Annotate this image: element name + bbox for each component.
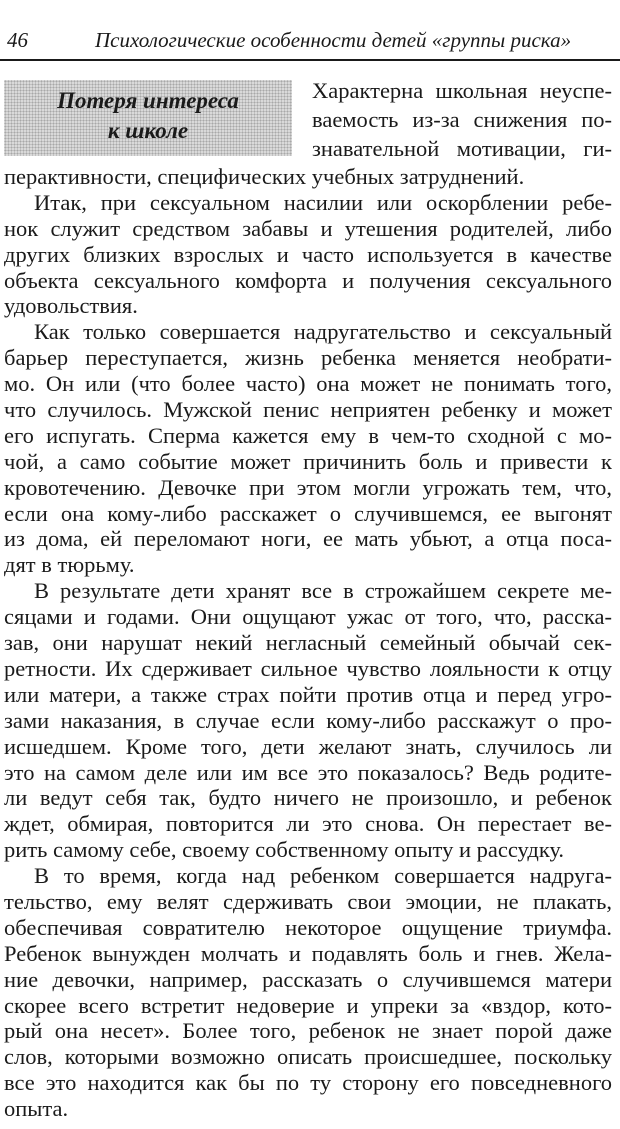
text-line: ние девочки, например, рассказать о случившемся матери [4,966,612,992]
text-line: Ребенок вынужден молчать и подавлять боль и гнев. Жела- [4,940,612,966]
text-line: что случилось. Мужской пенис неприятен ребенку и может [4,397,612,423]
text-line: скорее всего встретит недоверие и упреки за «вздор, кото- [4,992,612,1018]
text-line: ретности. Их сдерживает сильное чувство лояльности к отцу [4,655,612,681]
text-line: зами наказания, в случае если кому-либо расскажут о про- [4,707,612,733]
text-line: В результате дети хранят все в строжайшем секрете ме- [34,578,612,604]
text-line: рый она несет». Более того, ребенок не знает порой даже [4,1018,612,1044]
text-line: если она кому-либо расскажет о случившемся, ее выгонят [4,500,612,526]
text-line: зав, они нарушат некий негласный семейный обычай сек- [4,630,612,656]
text-line: это на самом деле или им все это показалось? Ведь родите- [4,759,612,785]
text-line: рить самому себе, своему собственному опыту и рассудку. [4,837,565,863]
text-line: перактивности, специфических учебных затруднений. [4,164,525,189]
text-line: все это находится как бы по ту сторону его повседневного [4,1070,612,1096]
text-line: или матери, а также страх пойти против отца и перед угро- [4,681,612,707]
text-line: его испугать. Сперма кажется ему в чем-то сходной с мо- [4,422,612,448]
text-line: слов, которыми возможно описать происшедшее, поскольку [4,1044,612,1070]
text-line: Как только совершается надругательство и сексуальный [34,319,612,345]
text-line: исшедшем. Кроме того, дети желают знать, случилось ли [4,733,612,759]
sidebar-heading-box [4,80,292,156]
text-line: кровотечению. Девочке при этом могли угрожать тем, что, [4,474,612,500]
text-line: чой, а само событие может причинить боль и привести к [4,448,612,474]
running-title: Психологические особенности детей «группы риска» [95,28,572,52]
header-rule [0,59,620,61]
text-line: ждет, обмирая, повторится ли это снова. Он перестает ве- [4,811,612,837]
sidebar-heading-line: к школе [107,118,189,143]
page-number: 46 [7,28,28,52]
text-line: из дома, ей переломают ноги, ее мать убьют, а отца поса- [4,526,612,552]
text-line: сяцами и годами. Они ощущают ужас от того, что, расска- [4,604,612,630]
text-line: объекта сексуального комфорта и получения сексуального [4,267,612,293]
page-header [0,22,620,62]
text-line: ваемость из-за снижения по- [312,107,612,132]
text-line: знавательной мотивации, ги- [312,136,612,161]
text-line: дят в тюрьму. [4,552,135,578]
text-line: удовольствия. [4,293,138,319]
text-line: опыта. [4,1096,69,1122]
text-line: нок служит средством забавы и утешения родителей, либо [4,215,612,241]
text-line: Характерна школьная неуспе- [312,78,612,103]
text-line: мо. Он или (что более часто) она может не понимать того, [4,371,612,397]
sidebar-heading-line: Потеря интереса [57,88,239,113]
text-line: тельство, ему велят сдерживать свои эмоции, не плакать, [4,888,612,914]
sidebar-heading [4,86,292,146]
text-line: Итак, при сексуальном насилии или оскорблении ребе- [34,189,612,215]
text-line: обеспечивая совратителю некоторое ощущение триумфа. [4,914,612,940]
text-line: других близких взрослых и часто используется в качестве [4,241,612,267]
text-line: ли ведут себя так, будто ничего не произошло, и ребенок [4,785,612,811]
text-line: В то время, когда над ребенком совершается надруга- [34,863,612,889]
text-line: барьер переступается, жизнь ребенка меняется необрати- [4,345,612,371]
